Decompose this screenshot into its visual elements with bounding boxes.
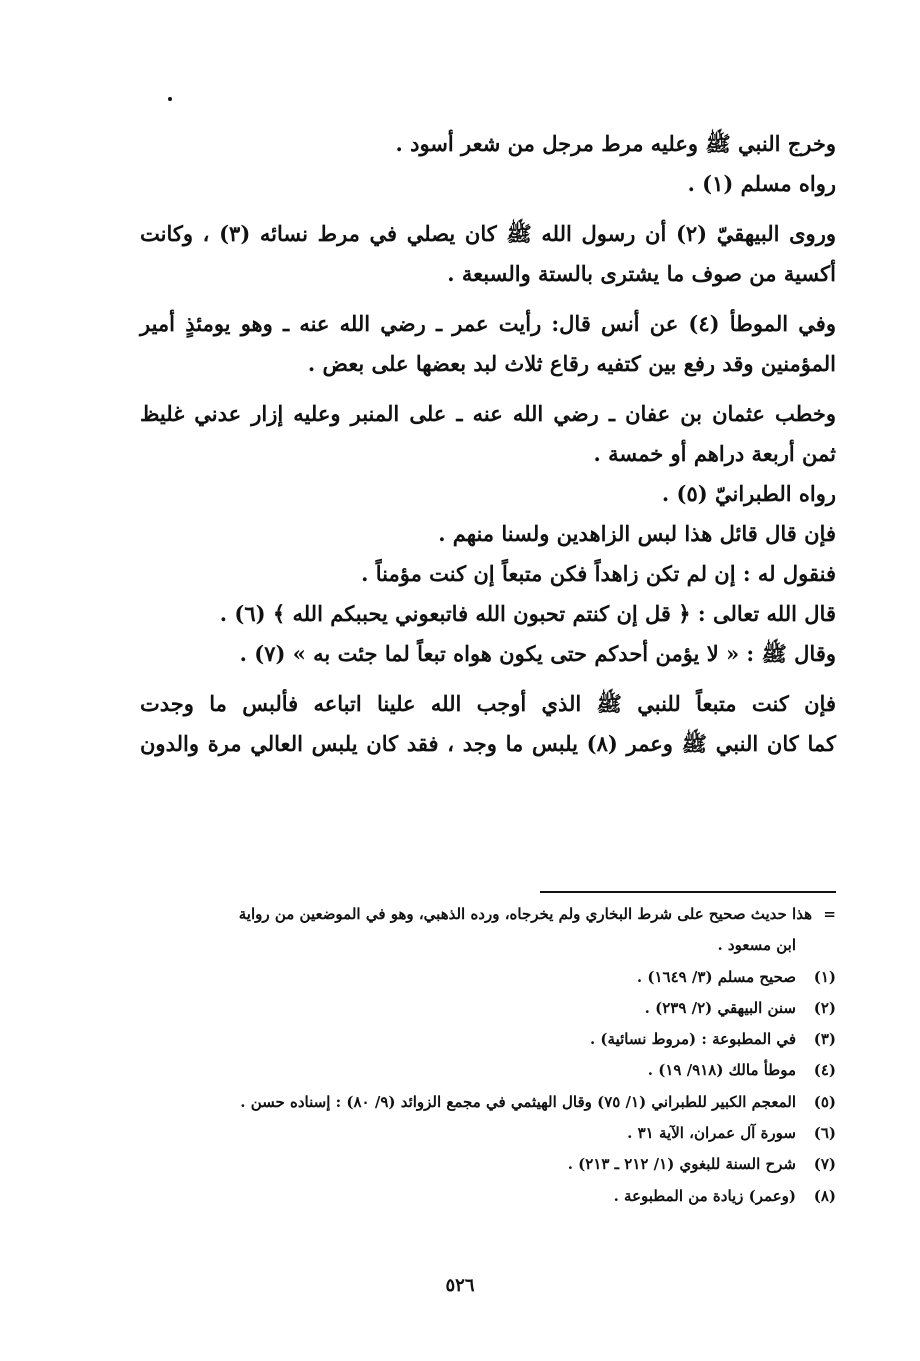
text-line: وخطب عثمان بن عفان ـ رضي الله عنه ـ على المنبر وعليه إزار عدني غليظ xyxy=(140,401,836,426)
main-text xyxy=(140,124,836,764)
footnote-number: (٤) xyxy=(813,1061,836,1080)
footnote-item xyxy=(140,1149,836,1180)
footnote-separator xyxy=(540,891,836,893)
footnote-text: (وعمر) زيادة من المطبوعة . xyxy=(613,1186,796,1205)
footnote-item xyxy=(140,993,836,1024)
footnote-text: في المطبوعة : (مروط نسائية) . xyxy=(589,1030,796,1049)
footnote-text: موطأ مالك (٩١٨/ ١٩) . xyxy=(647,1061,796,1080)
text-line: كما كان النبي ﷺ وعمر (٨) يلبس ما وجد ، فقد كان يلبس العالي مرة والدون xyxy=(140,731,836,756)
text-line: وروى البيهقيّ (٢) أن رسول الله ﷺ كان يصلي في مرط نسائه (٣) ، وكانت xyxy=(140,221,836,246)
footnote-item xyxy=(140,962,836,993)
footnote-number: (٨) xyxy=(813,1186,836,1205)
footnote-continuation xyxy=(140,899,836,930)
footnote-number: (١) xyxy=(813,967,836,986)
footnote-item xyxy=(140,1055,836,1086)
text-line: وفي الموطأ (٤) عن أنس قال: رأيت عمر ـ رضي الله عنه ـ وهو يومئذٍ أمير xyxy=(140,311,836,336)
footnote-number: (٦) xyxy=(813,1124,836,1143)
text-line: رواه الطبرانيّ (٥) . xyxy=(661,481,836,506)
text-line: المؤمنين وقد رفع بين كتفيه رقاع ثلاث لبد بعضها على بعض . xyxy=(307,351,836,376)
page-number: ٥٢٦ xyxy=(445,1275,475,1296)
continuation-mark: = xyxy=(823,905,836,923)
footnote-item xyxy=(140,1118,836,1149)
text-line: فإن كنت متبعاً للنبي ﷺ الذي أوجب الله علينا اتباعه فألبس ما وجدت xyxy=(140,691,836,716)
footnote-continuation-line: ابن مسعود . xyxy=(717,936,796,955)
text-line: أكسية من صوف ما يشترى بالستة والسبعة . xyxy=(447,261,836,286)
footnote-number: (٧) xyxy=(813,1155,836,1174)
text-line: فإن قال قائل هذا لبس الزاهدين ولسنا منهم . xyxy=(438,521,836,546)
footnote-number: (٢) xyxy=(813,998,836,1017)
footnote-item xyxy=(140,1024,836,1055)
footnote-text: سورة آل عمران، الآية ٣١ . xyxy=(627,1124,796,1143)
footnote-text: صحيح مسلم (٣/ ١٦٤٩) . xyxy=(636,967,796,986)
footnotes xyxy=(140,899,836,1212)
text-line: ثمن أربعة دراهم أو خمسة . xyxy=(593,441,836,466)
footnote-item xyxy=(140,1087,836,1118)
text-line: رواه مسلم (١) . xyxy=(687,171,836,196)
footnote-number: (٣) xyxy=(813,1030,836,1049)
text-line: وخرج النبي ﷺ وعليه مرط مرجل من شعر أسود . xyxy=(395,131,836,156)
text-line: وقال ﷺ : « لا يؤمن أحدكم حتى يكون هواه تبعاً لما جئت به » (٧) . xyxy=(239,641,836,666)
footnote-number: (٥) xyxy=(813,1092,836,1111)
text-line: قال الله تعالى : ﴿ قل إن كنتم تحبون الله فاتبعوني يحببكم الله ﴾ (٦) . xyxy=(219,601,836,626)
ink-speck xyxy=(168,97,172,101)
text-line: فنقول له : إن لم تكن زاهداً فكن متبعاً إن كنت مؤمناً . xyxy=(361,561,836,586)
footnote-text: المعجم الكبير للطبراني (١/ ٧٥) وقال الهيثمي في مجمع الزوائد (٩/ ٨٠) : إسناده حسن . xyxy=(240,1092,796,1111)
footnote-text: هذا حديث صحيح على شرط البخاري ولم يخرجاه، ورده الذهبي، وهو في الموضعين من رواية xyxy=(238,905,812,923)
footnote-text: سنن البيهقي (٢/ ٢٣٩) . xyxy=(644,998,796,1017)
footnote-item xyxy=(140,1181,836,1212)
footnote-text: شرح السنة للبغوي (١/ ٢١٢ ـ ٢١٣) . xyxy=(567,1155,796,1174)
